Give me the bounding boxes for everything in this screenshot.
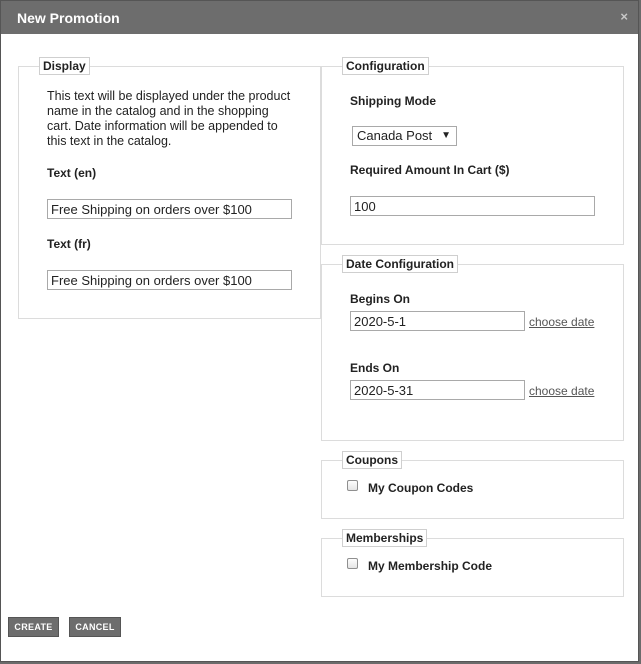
- text-en-field[interactable]: [47, 199, 292, 219]
- text-en-label: Text (en): [47, 166, 97, 180]
- memberships-legend: Memberships: [342, 529, 427, 547]
- required-amount-field[interactable]: [350, 196, 595, 216]
- display-section: [18, 59, 321, 319]
- ends-on-choose-date-link[interactable]: choose date: [529, 384, 595, 398]
- membership-code-checkbox[interactable]: [347, 558, 358, 569]
- coupons-section: [321, 453, 624, 519]
- begins-on-choose-date-link[interactable]: choose date: [529, 315, 595, 329]
- ends-on-label: Ends On: [350, 361, 400, 375]
- coupon-code-checkbox[interactable]: [347, 480, 358, 491]
- display-legend: Display: [39, 57, 90, 75]
- date-configuration-legend: Date Configuration: [342, 255, 458, 273]
- create-button[interactable]: CREATE: [8, 617, 59, 637]
- cancel-button[interactable]: CANCEL: [69, 617, 121, 637]
- display-description: This text will be displayed under the product name in the catalog and in the shopping cart. Date information will be appended to this text in the catalog.: [47, 89, 291, 148]
- configuration-section: [321, 59, 624, 245]
- begins-on-label: Begins On: [350, 292, 411, 306]
- ends-on-field[interactable]: [350, 380, 525, 400]
- memberships-section: [321, 531, 624, 597]
- membership-code-label: My Membership Code: [368, 559, 493, 573]
- shipping-mode-select[interactable]: [352, 126, 457, 146]
- text-fr-label: Text (fr): [47, 237, 91, 251]
- chevron-down-icon: ▼: [441, 130, 451, 141]
- coupons-legend: Coupons: [342, 451, 402, 469]
- dialog-titlebar: [1, 1, 638, 34]
- shipping-mode-value: Canada Post: [357, 128, 433, 143]
- text-fr-field[interactable]: [47, 270, 292, 290]
- close-icon[interactable]: ×: [620, 9, 628, 24]
- begins-on-field[interactable]: [350, 311, 525, 331]
- configuration-legend: Configuration: [342, 57, 429, 75]
- dialog-title: New Promotion: [17, 10, 120, 26]
- shipping-mode-label: Shipping Mode: [350, 94, 436, 108]
- required-amount-label: Required Amount In Cart ($): [350, 163, 510, 177]
- coupon-code-label: My Coupon Codes: [368, 481, 474, 495]
- date-configuration-section: [321, 257, 624, 441]
